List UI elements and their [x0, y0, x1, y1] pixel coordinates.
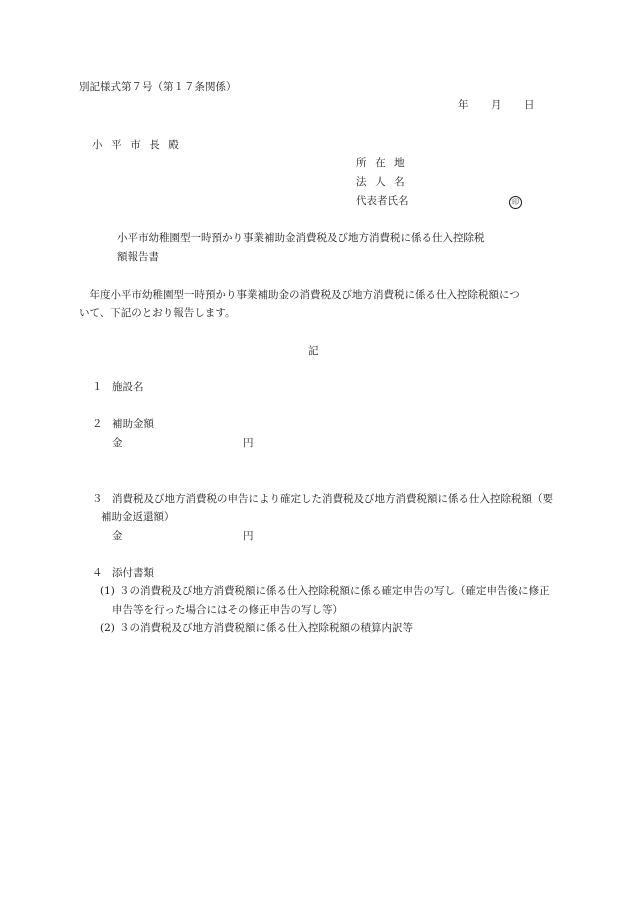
- item1-number: １: [92, 381, 103, 393]
- item4-sub2-number: (2): [100, 622, 115, 634]
- ki-heading: 記: [308, 345, 319, 357]
- intro-line2: いて、下記のとおり報告します。: [79, 307, 236, 319]
- item4-label: 添付書類: [112, 567, 154, 579]
- date-month-label: 月: [491, 99, 502, 111]
- intro-line1: 年度小平市幼稚園型一時預かり事業補助金の消費税及び地方消費税に係る仕入控除税額につ: [79, 289, 520, 301]
- item2-number: ２: [92, 418, 103, 430]
- item1-label: 施設名: [112, 381, 144, 393]
- date-day-label: 日: [524, 99, 535, 111]
- seal-mark: 印: [509, 196, 522, 209]
- addressee: 小 平 市 長 殿: [92, 139, 182, 151]
- item4-sub1-number: (1): [100, 585, 115, 597]
- item3-kin: 金: [112, 530, 123, 542]
- date-year-label: 年: [458, 99, 469, 111]
- item3-line1: 消費税及び地方消費税の申告により確定した消費税及び地方消費税額に係る仕入控除税額（要: [112, 493, 553, 505]
- address-label: 所 在 地: [356, 157, 408, 169]
- item4-number: ４: [92, 567, 103, 579]
- item2-yen: 円: [243, 437, 254, 449]
- representative-label: 代表者氏名: [356, 195, 409, 207]
- report-title-line2: 額報告書: [117, 251, 159, 263]
- item3-yen: 円: [243, 530, 254, 542]
- item3-line2: 補助金返還額）: [101, 511, 175, 523]
- item3-number: ３: [92, 493, 103, 505]
- item2-kin: 金: [112, 437, 123, 449]
- corporation-label: 法 人 名: [356, 176, 408, 188]
- item2-label: 補助金額: [112, 418, 154, 430]
- form-number: 別記様式第７号（第１７条関係）: [79, 81, 237, 93]
- item4-sub1-line2: 申告等を行った場合にはその修正申告の写し等）: [112, 604, 343, 616]
- item4-sub1-line1: ３の消費税及び地方消費税額に係る仕入控除税額に係る確定申告の写し（確定申告後に修正: [119, 585, 550, 597]
- item4-sub2-line1: ３の消費税及び地方消費税額に係る仕入控除税額の積算内訳等: [119, 622, 413, 634]
- report-title-line1: 小平市幼稚園型一時預かり事業補助金消費税及び地方消費税に係る仕入控除税: [117, 232, 485, 244]
